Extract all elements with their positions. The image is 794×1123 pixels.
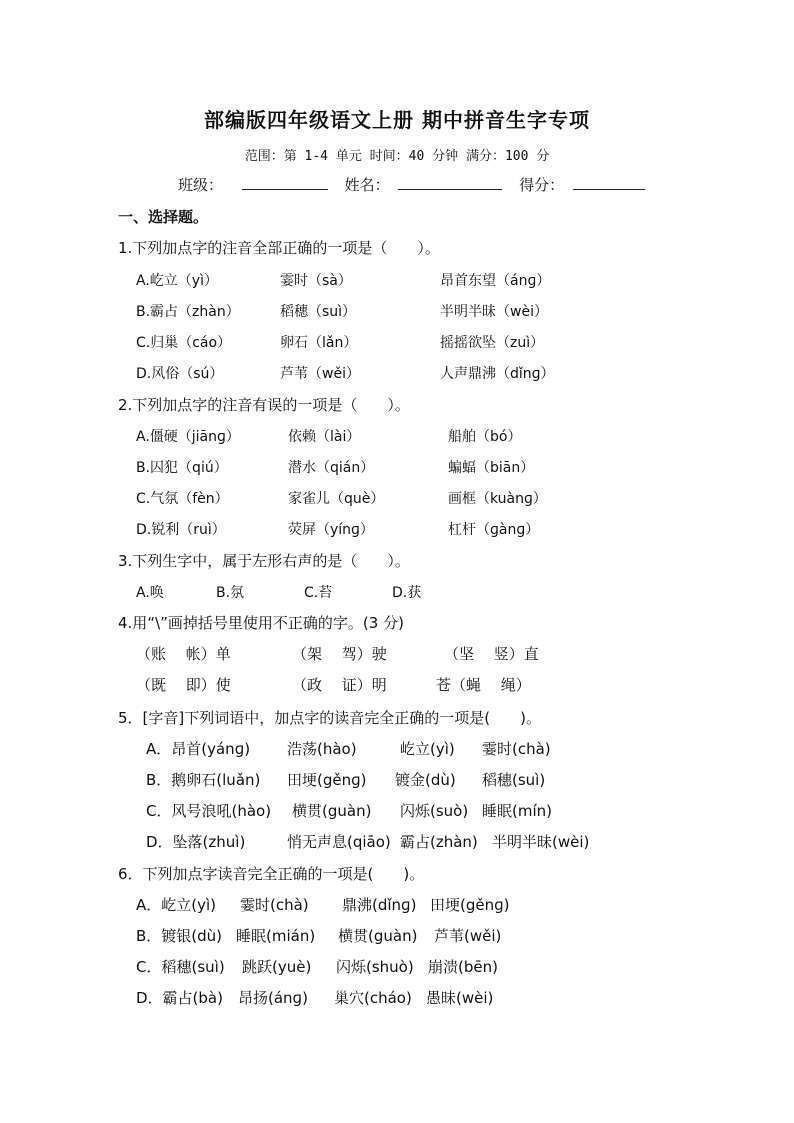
option-b[interactable]: B.氛 bbox=[216, 585, 245, 601]
option-b-item-1: B．镀银(dù) bbox=[136, 927, 223, 945]
word-pair[interactable]: （既 即）使 bbox=[136, 676, 231, 694]
option-a-item-1: A.僵硬（jiānɡ） bbox=[136, 429, 240, 445]
student-info bbox=[178, 174, 645, 195]
word-pair[interactable]: （架 驾）驶 bbox=[292, 645, 387, 663]
option-a-item-1: A．屹立(yì) bbox=[136, 896, 217, 914]
option-a-item-3: 屹立(yì) bbox=[400, 740, 455, 758]
option-d-item-3: 人声鼎沸（dǐnɡ） bbox=[440, 366, 555, 382]
option-a-item-2: 浩荡(hào) bbox=[287, 740, 357, 758]
exam-meta: 范围：第 1-4 单元 时间：40 分钟 满分：100 分 bbox=[244, 149, 550, 164]
name-label: 姓名： bbox=[344, 176, 390, 194]
word-pair[interactable]: （坚 竖）直 bbox=[444, 645, 539, 663]
option-b-item-3: 蝙蝠（biān） bbox=[448, 460, 535, 476]
question-1-stem: 1.下列加点字的注音全部正确的一项是（ ）。 bbox=[118, 239, 440, 257]
option-b-item-2: 稻穗（suì） bbox=[280, 304, 357, 320]
option-c-item-3: 闪烁(shuò) bbox=[336, 958, 414, 976]
option-c-item-3: 画框（kuànɡ） bbox=[448, 491, 547, 507]
word-pair[interactable]: （政 证）明 bbox=[292, 676, 387, 694]
option-c-item-2: 跳跃(yuè) bbox=[242, 958, 312, 976]
option-c-item-1: C．风号浪吼(hào) bbox=[146, 802, 272, 820]
word-pair[interactable]: 苍（蝇 绳） bbox=[436, 676, 531, 694]
question-3-stem: 3.下列生字中，属于左形右声的是（ ）。 bbox=[118, 552, 410, 570]
option-b-item-1: B.囚犯（qiú） bbox=[136, 460, 228, 476]
class-label: 班级： bbox=[178, 176, 224, 194]
option-d-item-2: 芦苇（wěi） bbox=[280, 366, 360, 382]
option-d-item-1: D．霸占(bà) bbox=[136, 989, 223, 1007]
option-d-item-4: 半明半昧(wèi) bbox=[492, 833, 590, 851]
section-heading: 一、选择题。 bbox=[118, 208, 209, 226]
option-a-item-2: 霎时(chà) bbox=[240, 896, 309, 914]
option-d[interactable]: D.获 bbox=[392, 585, 422, 601]
option-b-item-2: 睡眠(mián) bbox=[236, 927, 316, 945]
class-field[interactable] bbox=[242, 175, 328, 190]
name-field[interactable] bbox=[398, 175, 502, 190]
option-b-item-4: 芦苇(wěi) bbox=[434, 927, 502, 945]
option-a-item-1: A.屹立（yì） bbox=[136, 273, 218, 289]
option-b-item-2: 潜水（qián） bbox=[288, 460, 375, 476]
option-b-item-4: 稻穗(suì) bbox=[482, 771, 546, 789]
option-d-item-2: 悄无声息(qiāo) bbox=[287, 833, 391, 851]
option-a-item-4: 霎时(chà) bbox=[482, 740, 551, 758]
question-2-stem: 2.下列加点字的注音有误的一项是（ ）。 bbox=[118, 396, 410, 414]
option-b-item-3: 半明半昧（wèi） bbox=[440, 304, 548, 320]
option-b-item-1: B.霸占（zhàn） bbox=[136, 304, 240, 320]
score-field[interactable] bbox=[573, 175, 645, 190]
score-label: 得分： bbox=[519, 176, 565, 194]
word-pair[interactable]: （账 帐）单 bbox=[136, 645, 231, 663]
option-a-item-4: 田埂(gěnɡ) bbox=[430, 896, 510, 914]
option-c-item-2: 横贯(guàn) bbox=[292, 802, 372, 820]
option-c-item-2: 卵石（lǎn） bbox=[280, 335, 358, 351]
option-d-item-1: D．坠落(zhuì) bbox=[146, 833, 246, 851]
option-a-item-1: A．昂首(yánɡ) bbox=[146, 740, 251, 758]
option-d-item-3: 霸占(zhàn) bbox=[400, 833, 478, 851]
page-title: 部编版四年级语文上册 期中拼音生字专项 bbox=[204, 108, 590, 132]
option-c-item-3: 闪烁(suò) bbox=[400, 802, 469, 820]
option-b-item-2: 田埂(gěnɡ) bbox=[287, 771, 367, 789]
option-d-item-3: 巢穴(cháo) bbox=[334, 989, 412, 1007]
option-b-item-3: 横贯(guàn) bbox=[338, 927, 418, 945]
option-b-item-1: B．鹅卵石(luǎn) bbox=[146, 771, 261, 789]
option-c-item-3: 摇摇欲坠（zuì） bbox=[440, 335, 545, 351]
option-a-item-2: 霎时（sà） bbox=[280, 273, 352, 289]
option-c-item-1: C.归巢（cáo） bbox=[136, 335, 232, 351]
option-a-item-3: 鼎沸(dǐnɡ) bbox=[342, 896, 417, 914]
option-d-item-1: D.锐利（ruì） bbox=[136, 522, 226, 538]
option-c-item-2: 家雀儿（què） bbox=[288, 491, 385, 507]
option-c[interactable]: C.苔 bbox=[304, 585, 333, 601]
option-a-item-3: 船舶（bó） bbox=[448, 429, 522, 445]
question-6-stem: 6．下列加点字读音完全正确的一项是( )。 bbox=[118, 865, 425, 883]
option-a[interactable]: A.唤 bbox=[136, 585, 164, 601]
option-d-item-4: 愚昧(wèi) bbox=[426, 989, 494, 1007]
option-d-item-1: D.风俗（sú） bbox=[136, 366, 224, 382]
option-d-item-2: 荧屏（yínɡ） bbox=[288, 522, 374, 538]
option-b-item-3: 镀金(dù) bbox=[395, 771, 456, 789]
option-d-item-3: 杠杆（ɡànɡ） bbox=[448, 522, 540, 538]
option-c-item-1: C.气氛（fèn） bbox=[136, 491, 229, 507]
option-d-item-2: 昂扬(ánɡ) bbox=[238, 989, 308, 1007]
option-c-item-4: 睡眠(mín) bbox=[482, 802, 552, 820]
question-5-stem: 5．[字音]下列词语中，加点字的读音完全正确的一项是( )。 bbox=[118, 709, 541, 727]
option-a-item-2: 依赖（lài） bbox=[288, 429, 361, 445]
option-a-item-3: 昂首东望（ánɡ） bbox=[440, 273, 551, 289]
option-c-item-1: C．稻穗(suì) bbox=[136, 958, 225, 976]
option-c-item-4: 崩溃(bēn) bbox=[428, 958, 498, 976]
question-4-stem: 4.用“\”画掉括号里使用不正确的字。(3 分) bbox=[118, 614, 404, 632]
